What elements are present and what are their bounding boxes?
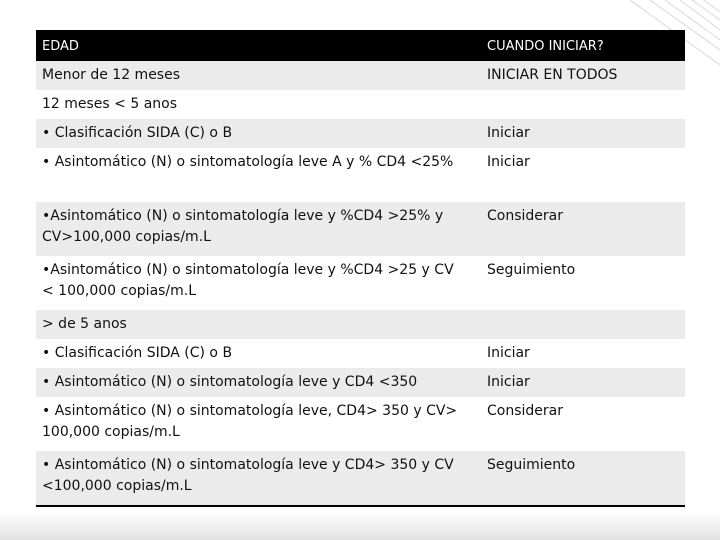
section-header-row	[36, 90, 685, 119]
table-row	[36, 451, 685, 506]
row-iniciar-cell: Considerar	[473, 202, 685, 256]
section-label: > de 5 anos	[36, 310, 473, 339]
row-iniciar-cell: Iniciar	[473, 339, 685, 368]
row-iniciar-cell	[473, 90, 685, 119]
row-iniciar-cell: Seguimiento	[473, 451, 685, 506]
table-row	[36, 256, 685, 310]
row-iniciar-cell: Iniciar	[473, 148, 685, 202]
row-edad-cell: •Asintomático (N) o sintomatología leve y %CD4 >25 y CV < 100,000 copias/m.L	[36, 256, 473, 310]
header-edad: EDAD	[36, 31, 473, 61]
section-header-row	[36, 310, 685, 339]
table-row	[36, 397, 685, 451]
bottom-shadow	[0, 512, 720, 540]
table-row	[36, 339, 685, 368]
table-row	[36, 202, 685, 256]
row-edad-cell: • Asintomático (N) o sintomatología leve y CD4> 350 y CV <100,000 copias/m.L	[36, 451, 473, 506]
table-header-row	[36, 31, 685, 61]
header-cuando-iniciar: CUANDO INICIAR?	[473, 31, 685, 61]
row-edad-cell: • Asintomático (N) o sintomatología leve A y % CD4 <25%	[36, 148, 473, 202]
row-edad-cell: •Asintomático (N) o sintomatología leve y %CD4 >25% y CV>100,000 copias/m.L	[36, 202, 473, 256]
row-edad-cell: Menor de 12 meses	[36, 61, 473, 90]
row-edad-cell: • Asintomático (N) o sintomatología leve y CD4 <350	[36, 368, 473, 397]
table-row	[36, 61, 685, 90]
treatment-start-table	[36, 30, 685, 507]
row-edad-cell: • Clasificación SIDA (C) o B	[36, 339, 473, 368]
row-iniciar-cell	[473, 310, 685, 339]
row-edad-cell: • Clasificación SIDA (C) o B	[36, 119, 473, 148]
row-iniciar-cell: Seguimiento	[473, 256, 685, 310]
row-iniciar-cell: Iniciar	[473, 119, 685, 148]
row-edad-cell: • Asintomático (N) o sintomatología leve, CD4> 350 y CV> 100,000 copias/m.L	[36, 397, 473, 451]
table-row	[36, 368, 685, 397]
section-label: 12 meses < 5 anos	[36, 90, 473, 119]
row-iniciar-cell: INICIAR EN TODOS	[473, 61, 685, 90]
table-row	[36, 148, 685, 202]
row-iniciar-cell: Considerar	[473, 397, 685, 451]
row-iniciar-cell: Iniciar	[473, 368, 685, 397]
table-row	[36, 119, 685, 148]
